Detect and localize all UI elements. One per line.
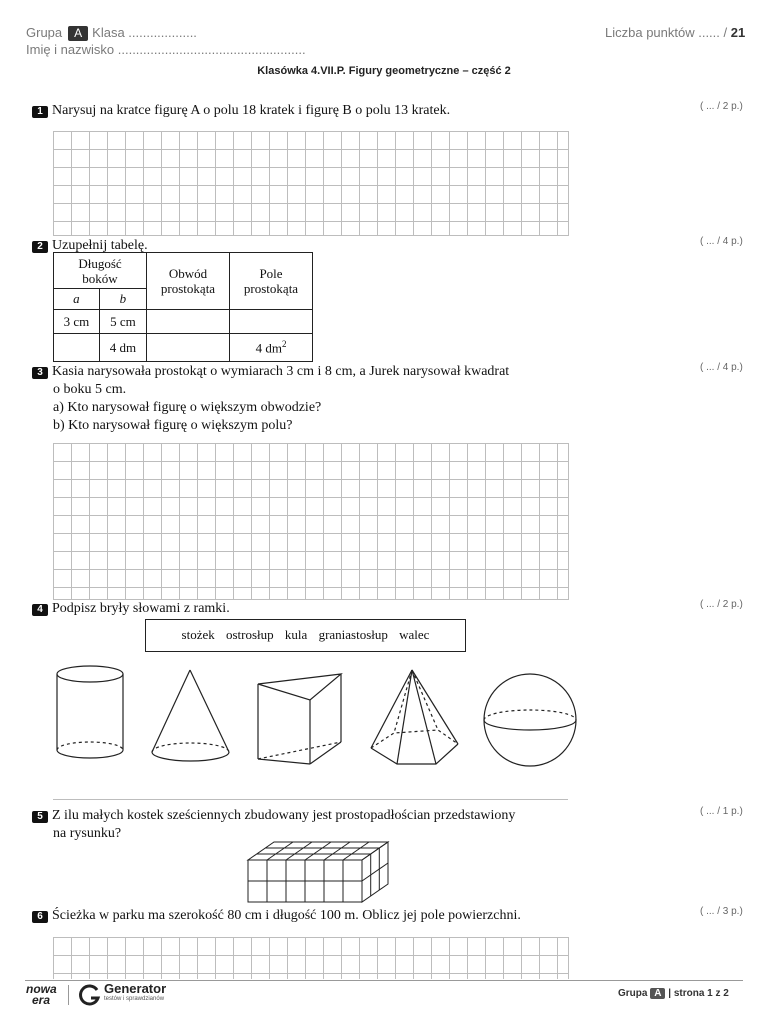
page-title: Klasówka 4.VII.P. Figury geometryczne – część 2	[257, 65, 511, 77]
r1-area-input[interactable]	[230, 310, 313, 334]
r2-area	[230, 334, 313, 362]
word-prism: graniastosłup	[318, 627, 388, 642]
divider	[53, 799, 568, 800]
answer-grid-6[interactable]	[53, 937, 569, 979]
logo-line2: era	[32, 993, 51, 1007]
publisher-logo	[26, 984, 57, 1006]
header-sides	[54, 253, 147, 289]
r2-area-value: 4 dm	[255, 340, 282, 356]
question-number: 5	[32, 811, 48, 823]
question-5-points: ( ... / 1 p.)	[700, 806, 743, 817]
r2-a-input[interactable]	[54, 334, 100, 362]
logo-separator	[68, 985, 69, 1005]
question-sub-a: a) Kto narysował figurę o większym obwodzie?	[53, 400, 322, 415]
r2-b: 4 dm	[99, 334, 146, 362]
question-text-line1: Z ilu małych kostek sześciennych zbudowany jest prostopadłościan przedstawiony	[52, 808, 516, 823]
question-number: 1	[32, 106, 48, 118]
footer-group-label: Grupa	[618, 988, 648, 999]
question-1	[32, 101, 450, 120]
header-area-line2: prostokąta	[243, 281, 299, 296]
question-text: Uzupełnij tabelę.	[52, 238, 148, 253]
question-text: Ścieżka w parku ma szerokość 80 cm i długość 100 m. Oblicz jej pole powierzchni.	[52, 908, 521, 923]
r1-perimeter-input[interactable]	[147, 310, 230, 334]
question-text: Podpisz bryły słowami z ramki.	[52, 601, 230, 616]
question-number: 3	[32, 367, 48, 379]
generator-title: Generator	[104, 981, 167, 996]
question-number: 2	[32, 241, 48, 253]
points-max: 21	[730, 25, 746, 40]
question-3	[32, 362, 509, 435]
footer-group-badge: A	[650, 988, 665, 999]
header-perimeter-line2: prostokąta	[160, 281, 216, 296]
question-text-line2: na rysunku?	[53, 826, 122, 841]
points-total	[605, 25, 745, 40]
r1-a: 3 cm	[54, 310, 100, 334]
col-a: a	[54, 289, 100, 310]
group-label: Grupa	[26, 25, 63, 40]
rectangle-table	[53, 252, 313, 362]
group-badge: A	[68, 26, 88, 41]
question-6	[32, 906, 521, 925]
question-sub-b: b) Kto narysował figurę o większym polu?	[53, 418, 293, 433]
header-sides-line1: Długość	[78, 255, 122, 271]
answer-grid-1[interactable]	[53, 131, 569, 236]
header-area	[230, 253, 313, 310]
answer-grid-3[interactable]	[53, 443, 569, 600]
col-b: b	[99, 289, 146, 310]
footer-page-info	[618, 988, 729, 999]
question-3-points: ( ... / 4 p.)	[700, 362, 743, 373]
prism-figure	[258, 674, 341, 764]
footer-page-label: | strona 1 z 2	[668, 988, 729, 999]
class-label: Klasa ...................	[92, 25, 197, 40]
generator-logo-icon	[78, 983, 102, 1007]
header-group-line	[26, 25, 197, 41]
points-label: Liczba punktów ...... /	[605, 25, 728, 40]
question-1-points: ( ... / 2 p.)	[700, 101, 743, 112]
question-number: 4	[32, 604, 48, 616]
pyramid-figure	[371, 670, 458, 764]
r2-area-exponent: 2	[281, 338, 287, 349]
word-box	[145, 619, 466, 652]
cone-figure	[152, 670, 229, 761]
header-perimeter	[147, 253, 230, 310]
cylinder-figure	[57, 666, 123, 758]
logo-line1: nowa	[26, 982, 57, 996]
r1-b: 5 cm	[99, 310, 146, 334]
header-area-line1: Pole	[259, 266, 283, 281]
question-4-points: ( ... / 2 p.)	[700, 599, 743, 610]
question-4	[32, 599, 230, 618]
word-sphere: kula	[284, 627, 308, 642]
sphere-figure	[484, 674, 576, 766]
name-label: Imię i nazwisko ....................................................	[26, 42, 306, 57]
question-2-points: ( ... / 4 p.)	[700, 236, 743, 247]
generator-subtitle: testów i sprawdzianów	[104, 996, 165, 1002]
r2-perimeter-input[interactable]	[147, 334, 230, 362]
solids-drawing	[0, 660, 768, 770]
question-number: 6	[32, 911, 48, 923]
question-6-points: ( ... / 3 p.)	[700, 906, 743, 917]
header-sides-line2: boków	[82, 270, 118, 286]
question-text-line2: o boku 5 cm.	[53, 382, 127, 397]
word-cylinder: walec	[399, 627, 430, 642]
word-pyramid: ostrosłup	[226, 627, 274, 642]
question-text: Narysuj na kratce figurę A o polu 18 kratek i figurę B o polu 13 kratek.	[52, 103, 451, 118]
word-cone: stożek	[181, 627, 215, 642]
cuboid-drawing	[0, 836, 768, 906]
question-text-line1: Kasia narysowała prostokąt o wymiarach 3 cm i 8 cm, a Jurek narysował kwadrat	[52, 364, 510, 379]
header-perimeter-line1: Obwód	[168, 266, 208, 281]
